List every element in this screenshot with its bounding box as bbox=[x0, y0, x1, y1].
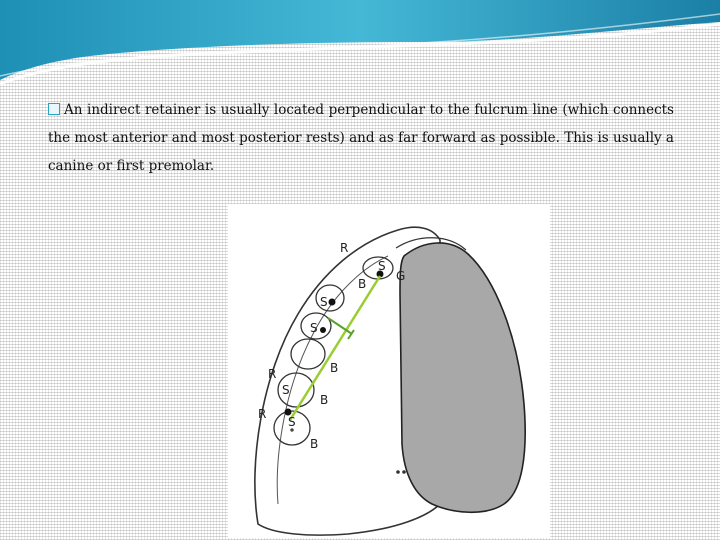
denture-base-plate bbox=[400, 243, 525, 512]
label-b-bot: B bbox=[310, 437, 319, 451]
label-r-low: R bbox=[258, 407, 267, 421]
label-r-mid: R bbox=[268, 367, 277, 381]
paragraph-text: An indirect retainer is usually located perpendicular to the fulcrum line (which connects the most anterior and most posterior rests) and as far forward as possible. This is usually a canine or first premolar. bbox=[48, 102, 674, 174]
label-b-low: B bbox=[320, 393, 329, 407]
label-s-bot: S bbox=[288, 415, 296, 429]
checkbox-bullet-icon bbox=[48, 103, 60, 115]
label-g: G bbox=[396, 269, 406, 283]
label-s-3: S bbox=[310, 321, 318, 335]
label-r-top: R bbox=[340, 241, 349, 255]
label-b-mid: B bbox=[330, 361, 339, 375]
arch-inner-outline bbox=[277, 256, 388, 504]
tooth-molar-4 bbox=[291, 429, 293, 431]
dental-arch-figure bbox=[228, 204, 550, 538]
label-s-top: S bbox=[378, 259, 386, 273]
palate-marks bbox=[396, 470, 406, 474]
label-s-2: S bbox=[320, 295, 328, 309]
label-s-4: S bbox=[282, 383, 290, 397]
fulcrum-line bbox=[290, 276, 380, 420]
body-paragraph bbox=[48, 96, 674, 180]
header-wave-decoration bbox=[0, 0, 720, 90]
label-b-top: B bbox=[358, 277, 367, 291]
